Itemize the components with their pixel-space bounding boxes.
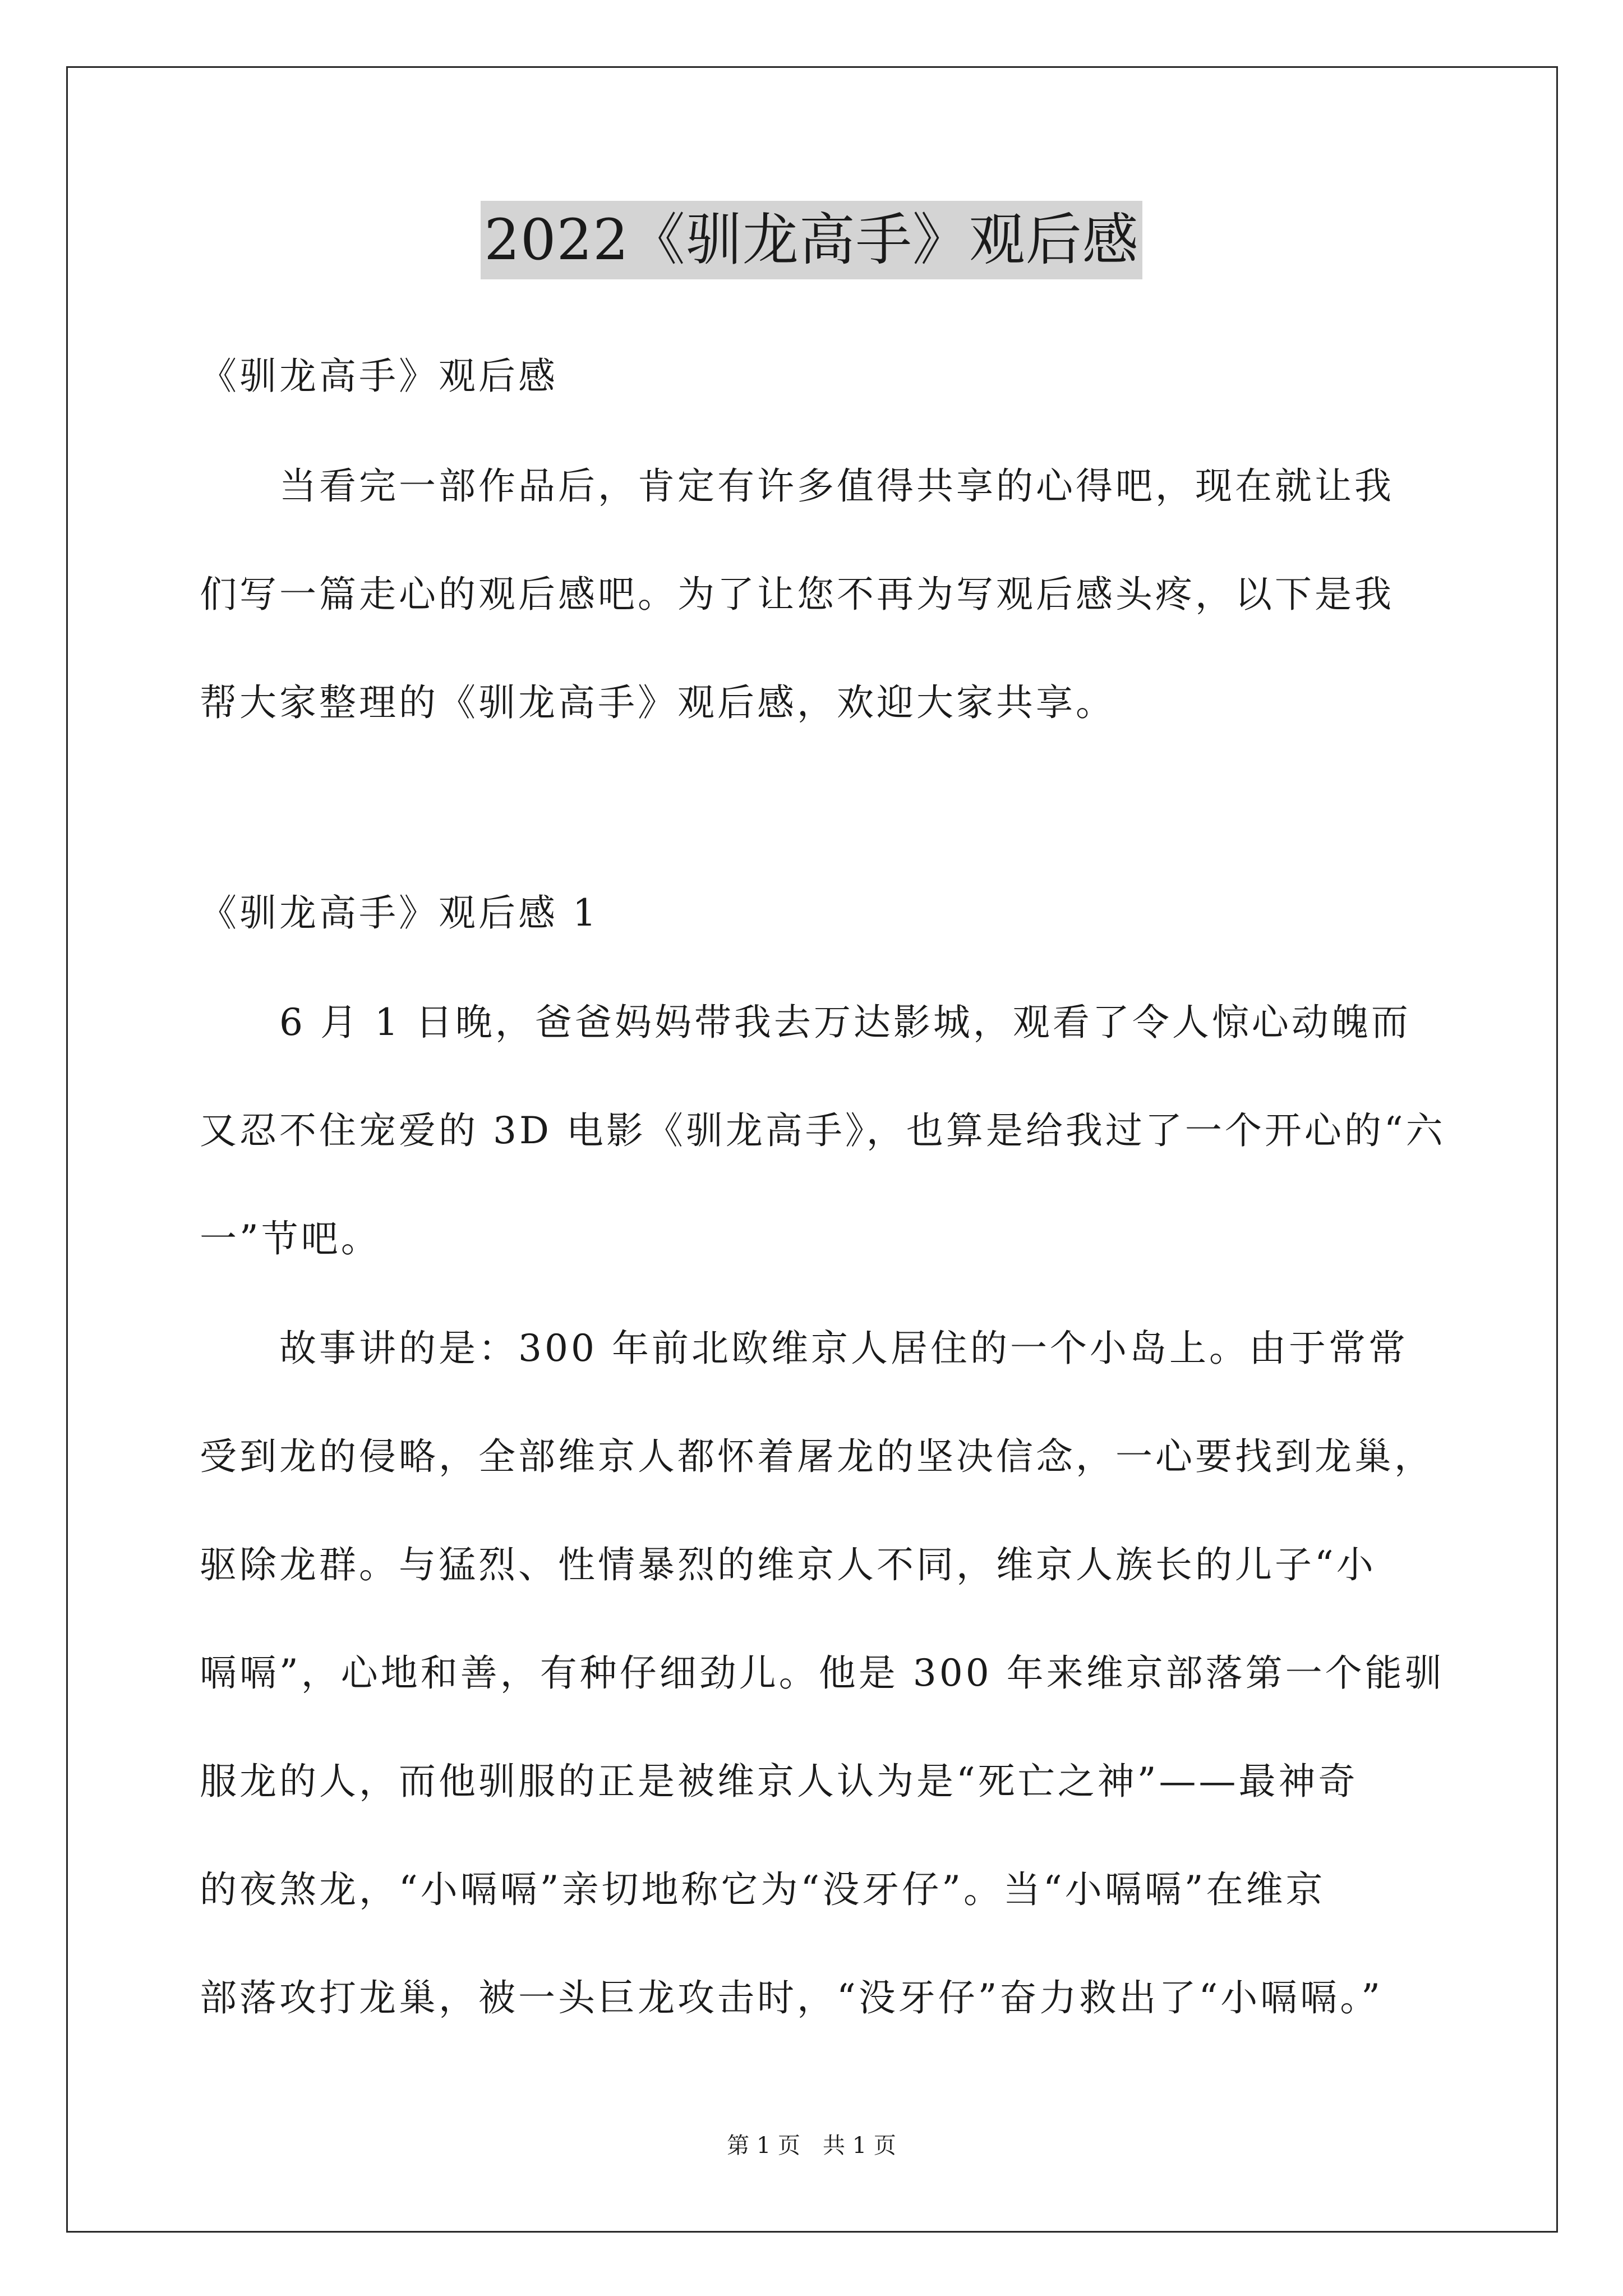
page-number-footer: 第 1 页 共 1 页: [727, 2133, 896, 2159]
section-heading: 《驯龙高手》观后感 1: [200, 891, 599, 935]
intro-line: 当看完一部作品后，肯定有许多值得共享的心得吧，现在就让我: [279, 464, 1394, 508]
paragraph-line: 驱除龙群。与猛烈、性情暴烈的维京人不同，维京人族长的儿子“小: [200, 1543, 1376, 1586]
intro-line: 们写一篇走心的观后感吧。为了让您不再为写观后感头疼，以下是我: [200, 573, 1394, 616]
intro-line: 帮大家整理的《驯龙高手》观后感，欢迎大家共享。: [200, 681, 1115, 724]
paragraph-line: 一”节吧。: [200, 1217, 381, 1260]
paragraph-line: 受到龙的侵略，全部维京人都怀着屠龙的坚决信念，一心要找到龙巢，: [200, 1435, 1434, 1478]
subtitle: 《驯龙高手》观后感: [200, 355, 558, 398]
paragraph-line: 故事讲的是：300 年前北欧维京人居住的一个小岛上。由于常常: [279, 1327, 1408, 1370]
paragraph-line: 又忍不住宠爱的 3D 电影《驯龙高手》，也算是给我过了一个开心的“六: [200, 1109, 1446, 1152]
paragraph-line: 部落攻打龙巢，被一头巨龙攻击时，“没牙仔”奋力救出了“小嗝嗝。”: [200, 1976, 1383, 2019]
paragraph-line: 服龙的人，而他驯服的正是被维京人认为是“死亡之神”——最神奇: [200, 1760, 1358, 1803]
paragraph-line: 嗝嗝”，心地和善，有种仔细劲儿。他是 300 年来维京部落第一个能驯: [200, 1651, 1445, 1695]
paragraph-line: 6 月 1 日晚，爸爸妈妈带我去万达影城，观看了令人惊心动魄而: [279, 1001, 1411, 1044]
title-container: [0, 201, 1623, 279]
paragraph-line: 的夜煞龙，“小嗝嗝”亲切地称它为“没牙仔”。当“小嗝嗝”在维京: [200, 1868, 1326, 1911]
document-title: 2022《驯龙高手》观后感: [481, 201, 1142, 279]
